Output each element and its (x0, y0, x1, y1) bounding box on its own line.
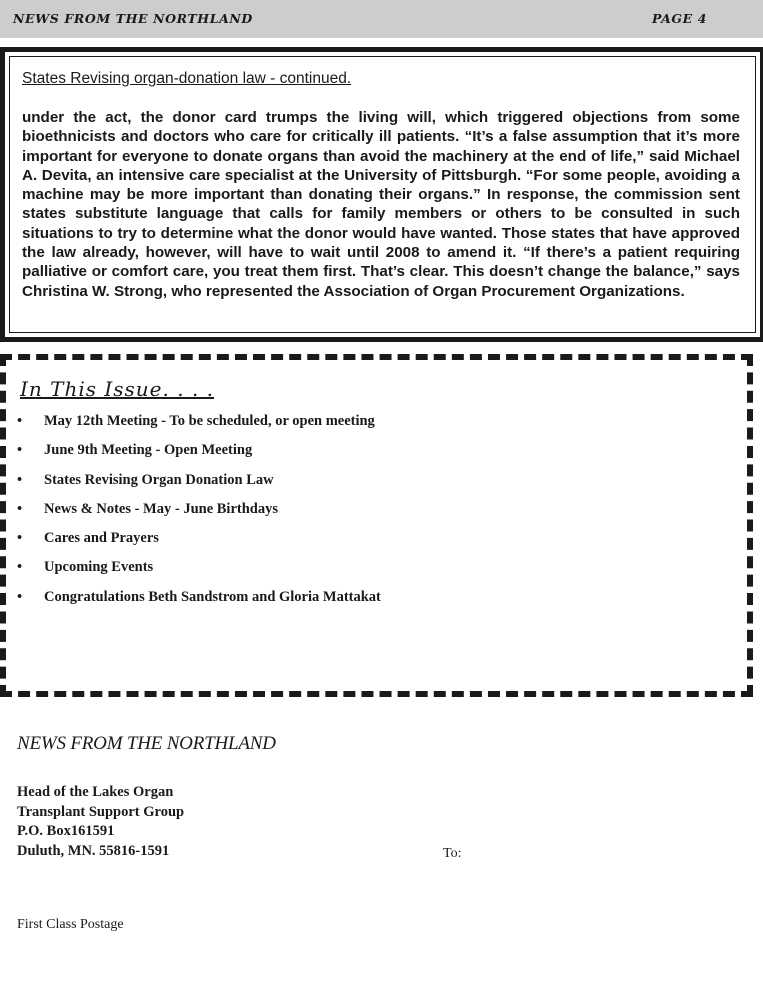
mailer-title: NEWS FROM THE NORTHLAND (17, 733, 276, 754)
page-number: PAGE 4 (652, 11, 708, 26)
article-body: under the act, the donor card trumps the living will, which triggered objections from some bioethnicists and doctors who care for critically ill patients. “It’s a false assumption that it’s more important for everyone to donate organs than avoid the machinery at the end of life,” said Michael A. Devita, an intensive care specialist at the University of Pittsburgh. “For some people, avoiding a machine may be more important than donating their organs.” In response, the commission sent states substitute language that calls for family members or others to be consulted in such situations to try to determine what the donor would have wanted. Those states that have approved the law already, however, will have to wait until 2008 to amend it. “If there’s a patient requiring palliative or comfort care, you treat them first. That’s clear. This doesn’t change the balance,” says Christina W. Strong, who represented the Association of Organ Procurement Organizations. (22, 109, 740, 300)
bullet-icon: • (17, 559, 23, 576)
bullet-icon: • (17, 500, 23, 517)
bullet-icon: • (17, 588, 23, 605)
newsletter-title: NEWS FROM THE NORTHLAND (13, 11, 253, 26)
list-item (17, 472, 381, 501)
list-item-label: Cares and Prayers (44, 530, 159, 547)
address-line: P.O. Box161591 (17, 823, 115, 839)
bullet-icon: • (17, 471, 23, 488)
list-item (17, 501, 381, 530)
list-item (17, 559, 381, 588)
address-line: Head of the Lakes Organ (17, 784, 174, 800)
address-line: Transplant Support Group (17, 803, 185, 820)
list-item-label: States Revising Organ Donation Law (44, 471, 274, 488)
bullet-icon: • (17, 442, 23, 459)
in-this-issue-list (17, 413, 381, 618)
list-item-label: June 9th Meeting - Open Meeting (44, 442, 253, 459)
bullet-icon: • (17, 530, 23, 547)
list-item-label: Upcoming Events (44, 559, 154, 576)
to-label: To: (443, 846, 462, 861)
list-item-label: May 12th Meeting - To be scheduled, or open meeting (44, 413, 375, 429)
article-box (0, 47, 763, 342)
in-this-issue-title: In This Issue. . . . (20, 377, 215, 401)
list-item-label: News & Notes - May - June Birthdays (44, 500, 278, 517)
list-item (17, 589, 381, 618)
list-item (17, 530, 381, 559)
list-item (17, 442, 381, 471)
postage-label: First Class Postage (17, 917, 124, 932)
return-address (17, 783, 184, 861)
article-heading: States Revising organ-donation law - continued. (22, 70, 352, 87)
list-item (17, 413, 381, 442)
list-item-label: Congratulations Beth Sandstrom and Gloria Mattakat (44, 588, 381, 605)
page-header (0, 0, 763, 38)
bullet-icon: • (17, 413, 23, 429)
article-inner-frame (9, 56, 756, 333)
in-this-issue-box (0, 354, 753, 697)
address-line: Duluth, MN. 55816-1591 (17, 842, 170, 859)
